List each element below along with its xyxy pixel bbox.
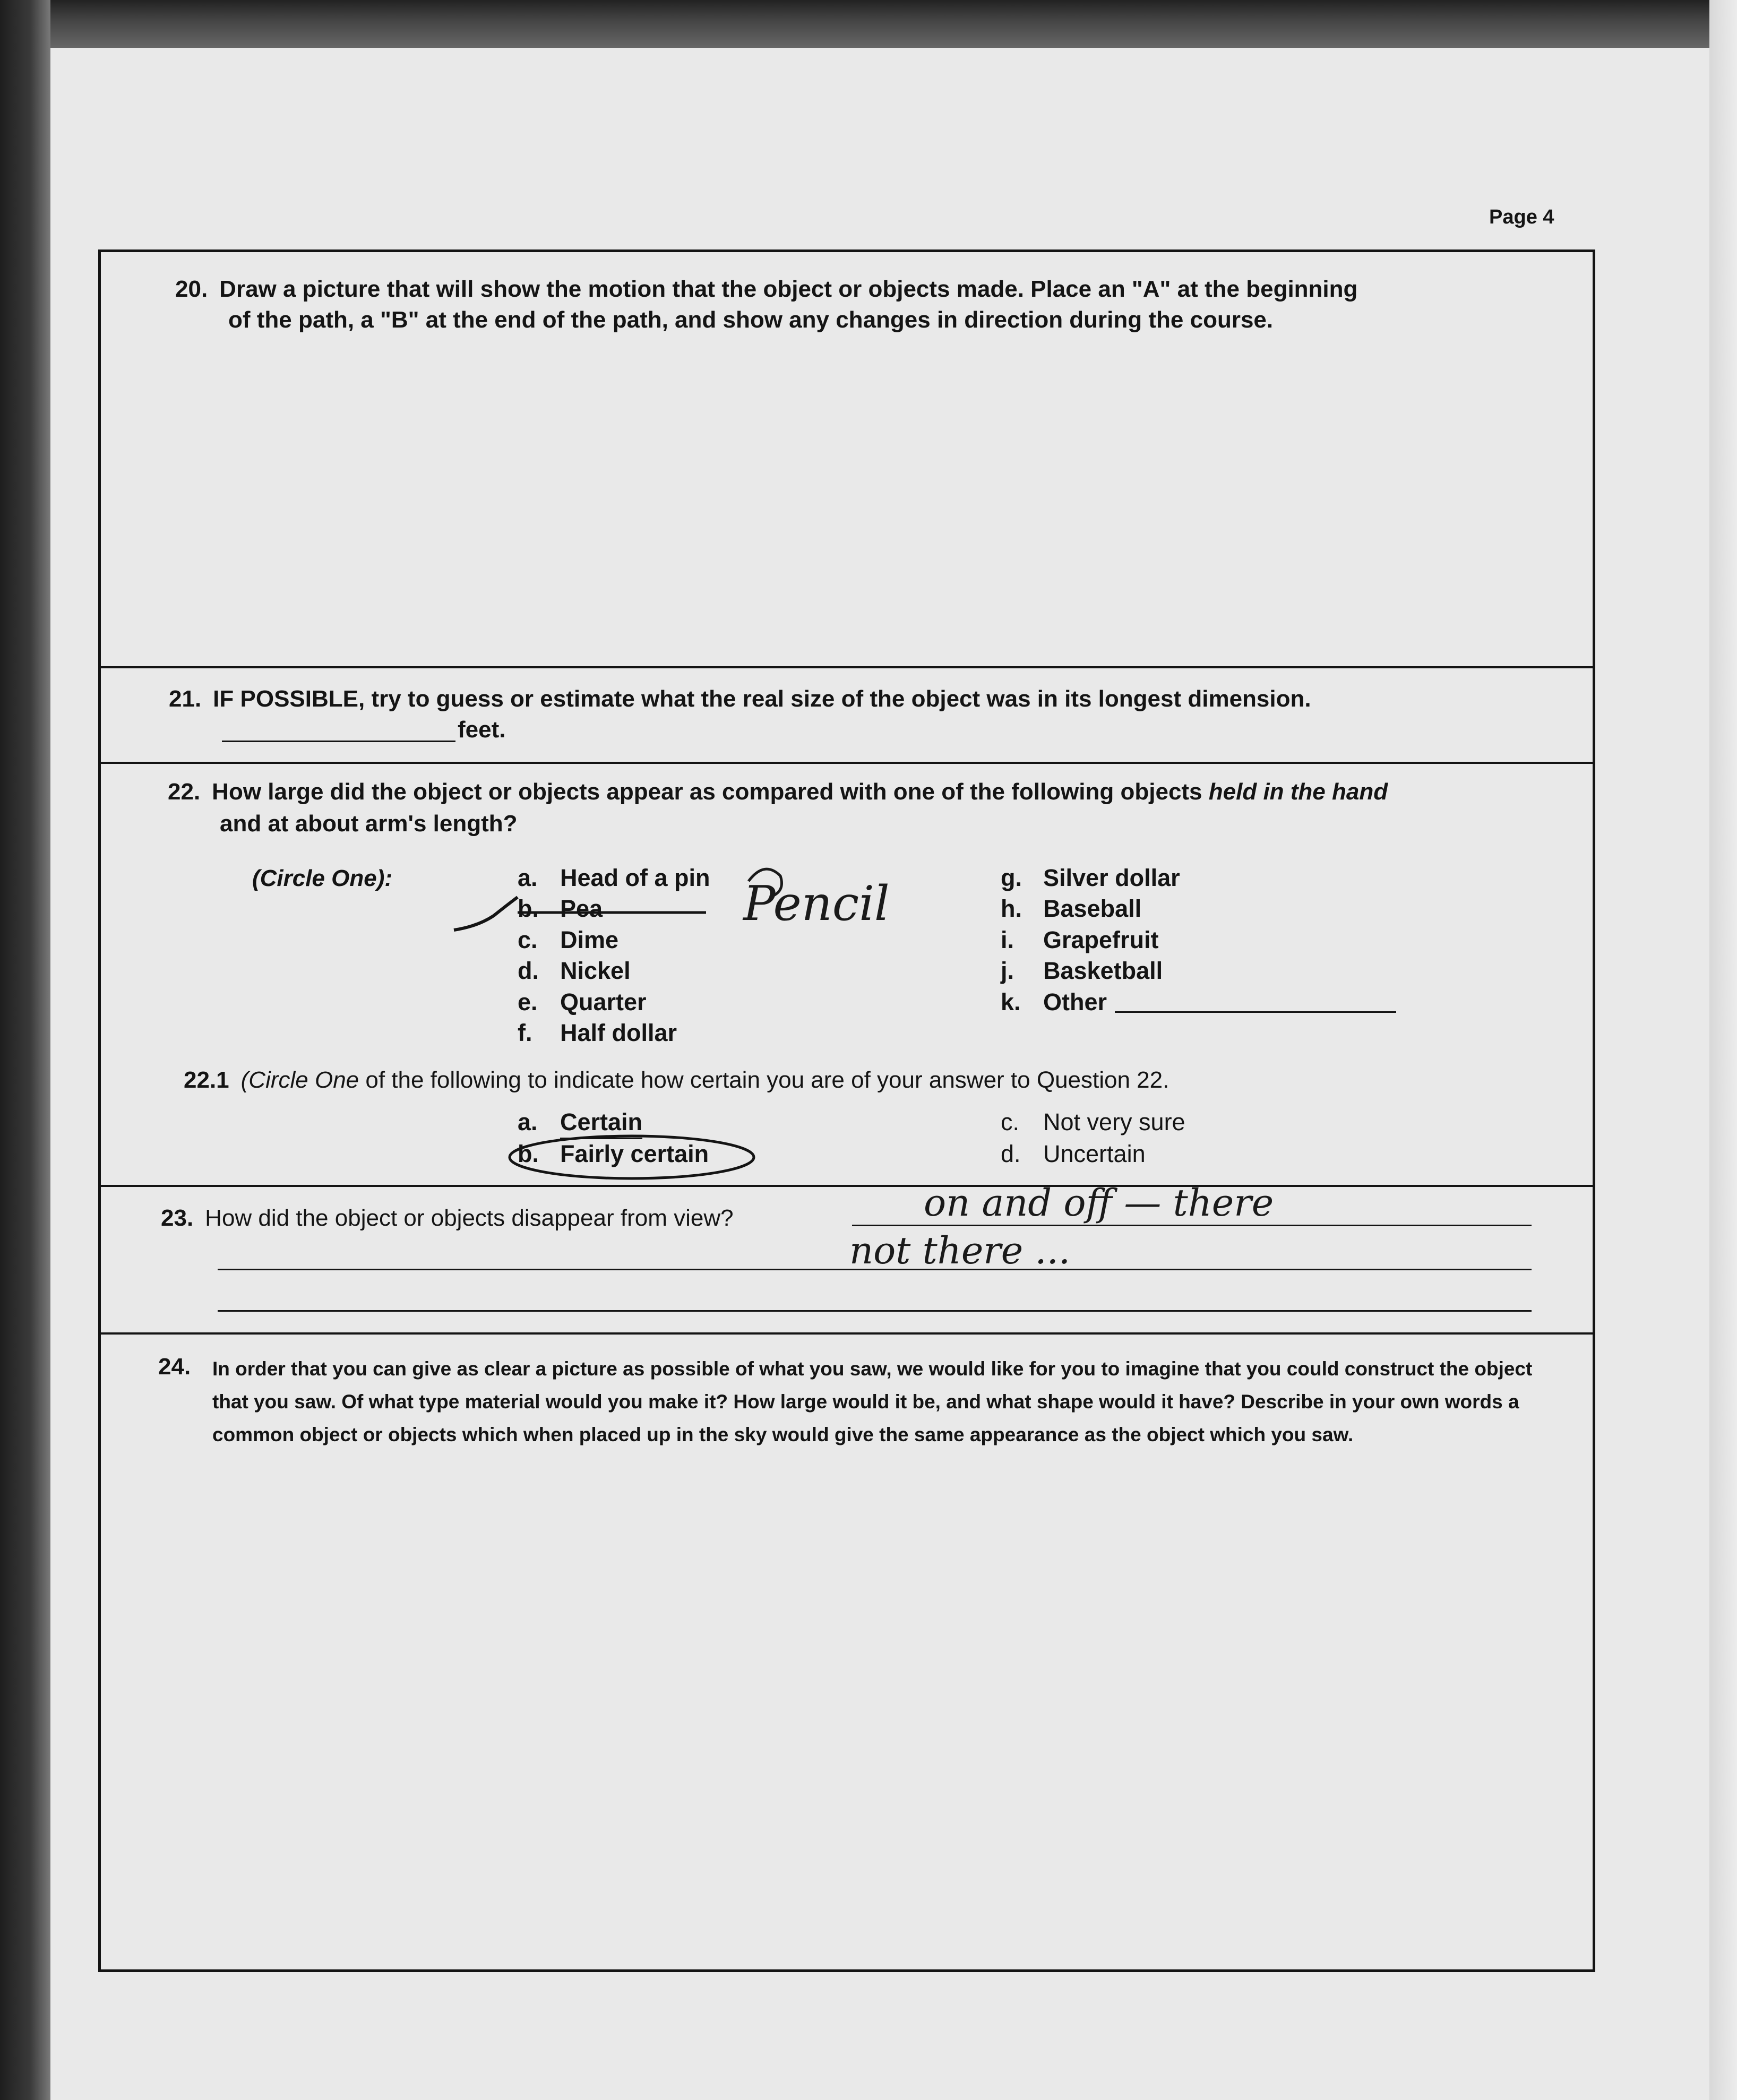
q23-answer-line-1[interactable] xyxy=(852,1225,1532,1226)
option-label: Not very sure xyxy=(1043,1108,1185,1135)
option-label: Nickel xyxy=(560,957,631,984)
q21-text: IF POSSIBLE, try to guess or estimate what the real size of the object was in its longest dimension. xyxy=(213,686,1311,712)
q22-instruction: (Circle One): xyxy=(252,865,393,891)
option-letter: b. xyxy=(518,895,539,922)
q23-line xyxy=(161,1202,734,1234)
option-letter: b. xyxy=(518,1140,539,1167)
check-mark-icon xyxy=(454,897,518,930)
option-label: Half dollar xyxy=(560,1019,677,1046)
q20-line2: of the path, a "B" at the end of the path, and show any changes in direction during the course. xyxy=(228,307,1274,333)
q22-number: 22. xyxy=(168,779,201,805)
q24-text: In order that you can give as clear a picture as possible of what you saw, we would like for you to imagine that you could construct the object that you saw. Of what type material would you make it? How large would it be, and what shape would it have? Describe in your own words a common object or objects which when placed up in the sky would give the same appearance as the object which you saw. xyxy=(212,1358,1533,1445)
option-letter: a. xyxy=(518,864,538,891)
option-label: Quarter xyxy=(560,988,647,1015)
q22-line2: and at about arm's length? xyxy=(220,811,518,837)
option-label: Certain xyxy=(560,1107,642,1139)
option-label: Uncertain xyxy=(1043,1140,1146,1167)
option-letter: c. xyxy=(518,926,538,953)
q21-unit: feet. xyxy=(458,717,506,743)
q20-number: 20. xyxy=(175,276,208,302)
q22-text-a: How large did the object or objects appear as compared with one of the following objects xyxy=(212,779,1209,805)
q22-1-line xyxy=(184,1064,1169,1096)
q21-number: 21. xyxy=(169,686,202,712)
q22-1-number: 22.1 xyxy=(184,1067,229,1093)
q22-1-text-b: of the following to indicate how certain you are of your answer to Question 22. xyxy=(359,1067,1170,1093)
option-letter: e. xyxy=(518,988,538,1015)
q23-text: How did the object or objects disappear from view? xyxy=(205,1205,734,1231)
option-label: Grapefruit xyxy=(1043,926,1159,953)
option-letter: h. xyxy=(1001,895,1022,922)
option-label: Head of a pin xyxy=(560,864,710,891)
q23-number: 23. xyxy=(161,1205,194,1231)
q22-1-option-b[interactable] xyxy=(518,1139,709,1169)
option-letter: c. xyxy=(1001,1108,1020,1135)
q22-1-option-a[interactable] xyxy=(518,1107,642,1139)
option-letter: i. xyxy=(1001,926,1014,953)
option-letter: j. xyxy=(1001,957,1014,984)
q23-handwritten-line1: on and off — there xyxy=(924,1181,1274,1225)
q23-handwritten-line2: not there ... xyxy=(849,1229,1071,1272)
q22-text-b: held in the hand xyxy=(1208,779,1388,805)
option-letter: f. xyxy=(518,1019,532,1046)
option-label: Silver dollar xyxy=(1043,864,1180,891)
option-letter: g. xyxy=(1001,864,1022,891)
q22-1-text-a: (Circle One xyxy=(240,1067,359,1093)
option-label: Pea xyxy=(560,895,603,922)
q22-1-option-c[interactable] xyxy=(1001,1107,1185,1138)
option-letter: k. xyxy=(1001,988,1021,1015)
q22-handwritten-answer: Pencil xyxy=(743,876,890,932)
option-letter: d. xyxy=(518,957,539,984)
q24-answer-area[interactable] xyxy=(106,1486,1587,1948)
option-label: Other xyxy=(1043,988,1107,1015)
option-label: Basketball xyxy=(1043,957,1163,984)
page-number: Page 4 xyxy=(1489,206,1554,228)
q20-text-1: Draw a picture that will show the motion that the object or objects made. Place an "A" at the beginning xyxy=(219,276,1358,302)
option-label: Dime xyxy=(560,926,619,953)
option-label: Baseball xyxy=(1043,895,1142,922)
q22-1-option-d[interactable] xyxy=(1001,1139,1146,1169)
option-letter: a. xyxy=(518,1108,538,1135)
q24-number: 24. xyxy=(158,1354,191,1380)
option-label: Fairly certain xyxy=(560,1140,709,1167)
option-letter: d. xyxy=(1001,1140,1021,1167)
q23-answer-line-3[interactable] xyxy=(218,1310,1532,1312)
